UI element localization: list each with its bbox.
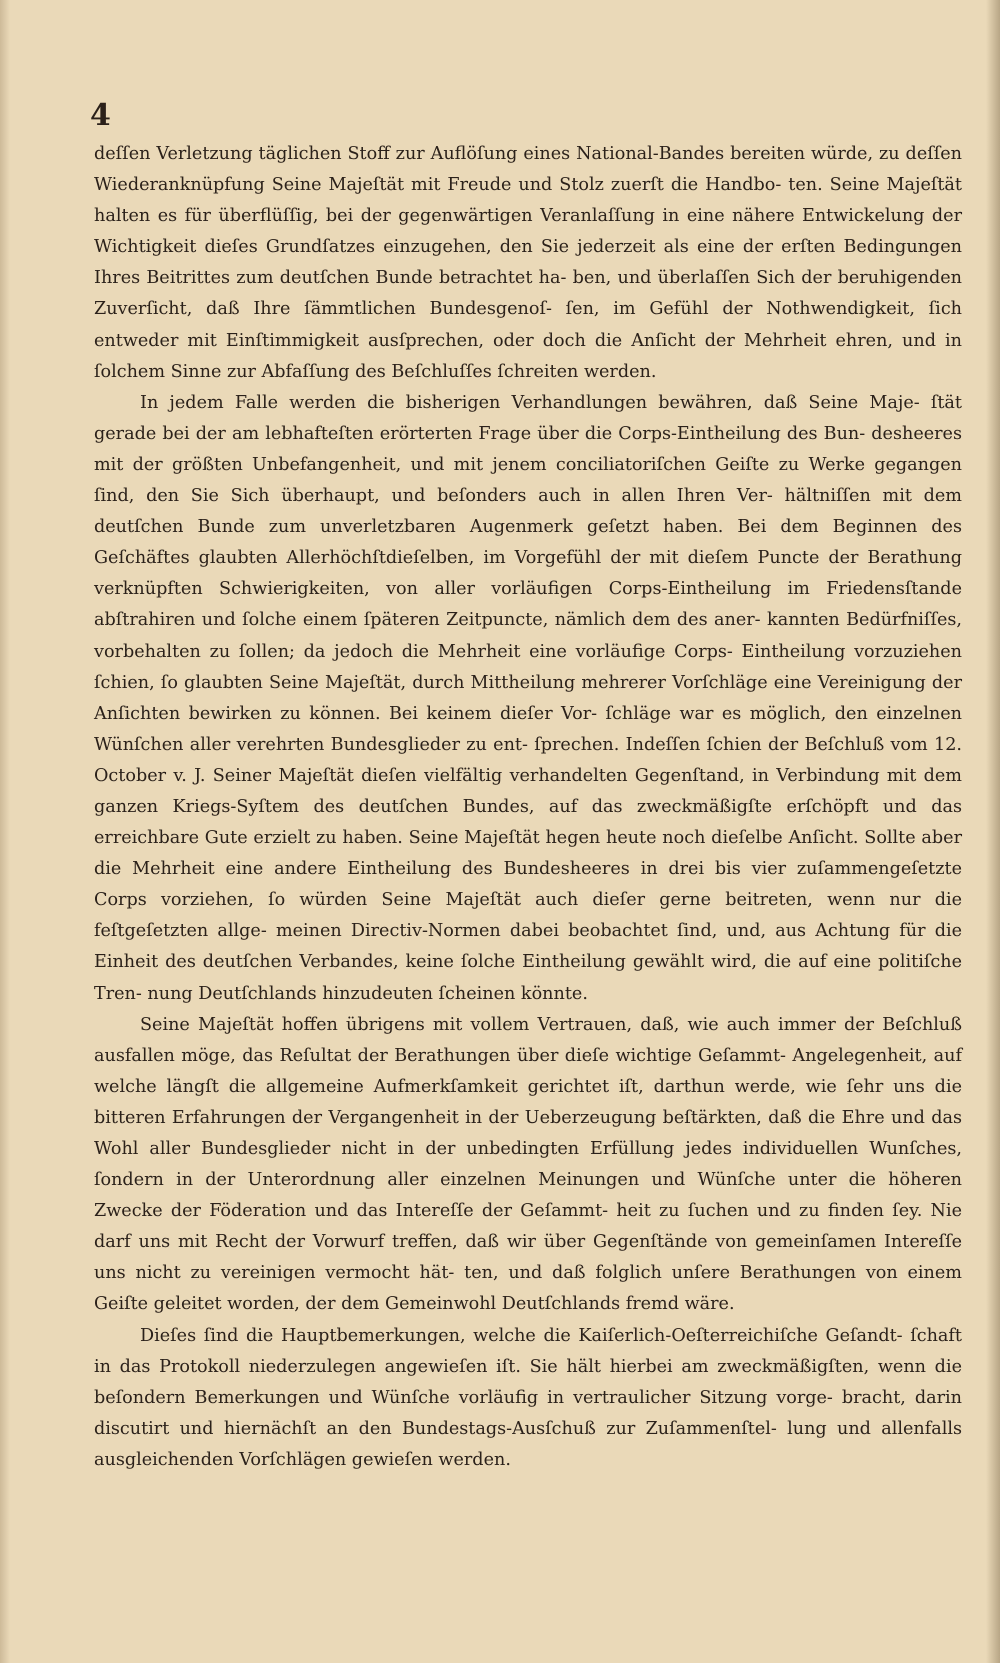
page-right-edge-shadow bbox=[986, 0, 1000, 1663]
paragraph-3: Seine Majeſtät hoffen übrigens mit vollem Vertrauen, daß, wie auch immer der Beſchluß ausfallen möge, das Reſultat der Berathungen über dieſe wichtige Geſammt- Angelegenheit, auf welche längſt die allgemeine Aufmerkſamkeit gerichtet iſt, darthun werde, wie ſehr uns die bitteren Erfahrungen der Vergangenheit in der Ueberzeugung beſtärkten, daß die Ehre und das Wohl aller Bundesglieder nicht in der unbedingten Erfüllung jedes individuellen Wunſches, ſondern in der Unterordnung aller einzelnen Meinungen und Wünſche unter die höheren Zwecke der Föderation und das Intereſſe der Geſammt- heit zu ſuchen und zu finden ſey. Nie darf uns mit Recht der Vorwurf treffen, daß wir über Gegenſtände von gemeinſamen Intereſſe uns nicht zu vereinigen vermocht hät- ten, und daß folglich unſere Berathungen von einem Geiſte geleitet worden, der dem Gemeinwohl Deutſchlands fremd wäre. bbox=[94, 1014, 962, 1315]
page-number: 4 bbox=[90, 98, 111, 133]
paragraph-4: Dieſes ſind die Hauptbemerkungen, welche die Kaiſerlich-Oeſterreichiſche Geſandt- ſchaft in das Protokoll niederzulegen angewieſen iſt. Sie hält hierbei am zweckmäßigſten, wenn die beſondern Bemerkungen und Wünſche vorläufig in vertraulicher Sitzung vorge- bracht, darin discutirt und hiernächſt an den Bundestags-Ausſchuß zur Zuſammenſtel- lung und allenfalls ausgleichenden Vorſchlägen gewieſen werden. bbox=[94, 1325, 962, 1470]
page-left-edge-shadow bbox=[0, 0, 10, 1663]
body-text bbox=[94, 139, 962, 1476]
paragraph-1: deſſen Verletzung täglichen Stoff zur Auflöſung eines National-Bandes bereiten würde, zu deſſen Wiederanknüpfung Seine Majeſtät mit Freude und Stolz zuerſt die Handbo- ten. Seine Majeſtät halten es für überflüſſig, bei der gegenwärtigen Veranlaſſung in eine nähere Entwickelung der Wichtigkeit dieſes Grundſatzes einzugehen, den Sie jederzeit als eine der erſten Bedingungen Ihres Beitrittes zum deutſchen Bunde betrachtet ha- ben, und überlaſſen Sich der beruhigenden Zuverſicht, daß Ihre ſämmtlichen Bundesgenoſ- ſen, im Gefühl der Nothwendigkeit, ſich entweder mit Einſtimmigkeit ausſprechen, oder doch die Anſicht der Mehrheit ehren, und in ſolchem Sinne zur Abfaſſung des Beſchluſſes ſchreiten werden. bbox=[94, 144, 962, 382]
paragraph-2: In jedem Falle werden die bisherigen Verhandlungen bewähren, daß Seine Maje- ſtät gerade bei der am lebhafteſten erörterten Frage über die Corps-Eintheilung des Bun- desheeres mit der größten Unbefangenheit, und mit jenem conciliatoriſchen Geiſte zu Werke gegangen ſind, den Sie Sich überhaupt, und beſonders auch in allen Ihren Ver- hältniſſen mit dem deutſchen Bunde zum unverletzbaren Augenmerk geſetzt haben. Bei dem Beginnen des Geſchäftes glaubten Allerhöchſtdieſelben, im Vorgefühl der mit dieſem Puncte der Berathung verknüpften Schwierigkeiten, von aller vorläufigen Corps-Eintheilung im Friedensſtande abſtrahiren und ſolche einem ſpäteren Zeitpuncte, nämlich dem des aner- kannten Bedürfniſſes, vorbehalten zu ſollen; da jedoch die Mehrheit eine vorläufige Corps- Eintheilung vorzuziehen ſchien, ſo glaubten Seine Majeſtät, durch Mittheilung mehrerer Vorſchläge eine Vereinigung der Anſichten bewirken zu können. Bei keinem dieſer Vor- ſchläge war es möglich, den einzelnen Wünſchen aller verehrten Bundesglieder zu ent- ſprechen. Indeſſen ſchien der Beſchluß vom 12. October v. J. Seiner Majeſtät dieſen vielfältig verhandelten Gegenſtand, in Verbindung mit dem ganzen Kriegs-Syſtem des deutſchen Bundes, auf das zweckmäßigſte erſchöpft und das erreichbare Gute erzielt zu haben. Seine Majeſtät hegen heute noch dieſelbe Anſicht. Sollte aber die Mehrheit eine andere Eintheilung des Bundesheeres in drei bis vier zuſammengeſetzte Corps vorziehen, ſo würden Seine Majeſtät auch dieſer gerne beitreten, wenn nur die feſtgeſetzten allge- meinen Directiv-Normen dabei beobachtet ſind, und, aus Achtung für die Einheit des deutſchen Verbandes, keine ſolche Eintheilung gewählt wird, die auf eine politiſche Tren- nung Deutſchlands hinzudeuten ſcheinen könnte. bbox=[94, 392, 962, 1004]
